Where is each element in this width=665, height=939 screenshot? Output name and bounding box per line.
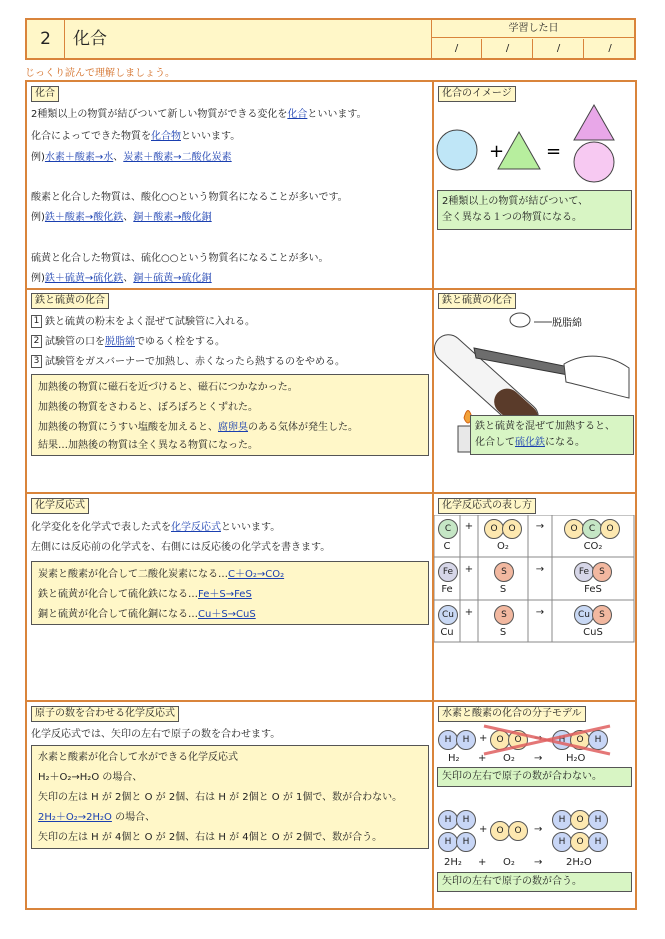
text-line: 化学反応式では、矢印の左右で原子の数を合わせます。 <box>31 729 281 740</box>
formula-label: → <box>534 857 543 868</box>
oxygen-atom: O <box>490 821 510 841</box>
row-divider <box>25 492 637 494</box>
text-line: 加熱後の物質に磁石を近づけると、磁石につかなかった。 <box>38 382 298 393</box>
text-line: 矢印の左は H が 4個と O が 2個、右は H が 4個と O が 2個で、数が合う。 <box>38 832 383 843</box>
copper-atom: Cu <box>438 605 458 625</box>
date-slot[interactable]: / <box>483 39 533 58</box>
formula-grid <box>434 515 635 643</box>
arrow-sign: → <box>535 607 545 618</box>
carbon-atom: C <box>438 519 458 539</box>
formula-label: S <box>499 584 507 595</box>
formula-box <box>31 561 429 625</box>
text-line: 2種類以上の物質が結びついて新しい物質ができる変化を化合といいます。 <box>31 109 367 120</box>
equals-sign: = <box>546 141 562 162</box>
formula-label: 2H₂ <box>444 857 462 868</box>
iron-atom: Fe <box>438 562 458 582</box>
experiment-illustration <box>434 308 634 492</box>
arrow-sign: → <box>535 521 545 532</box>
cotton-label: 脱脂綿 <box>552 318 582 329</box>
formula-label: O₂ <box>497 541 509 552</box>
plus-sign: + <box>464 607 474 618</box>
example-line: 例)水素＋酸素→水、炭素＋酸素→二酸化炭素 <box>31 152 232 163</box>
example-line: 例)鉄＋硫黄→硫化鉄、銅＋硫黄→硫化銅 <box>31 273 212 284</box>
step-item: 1 鉄と硫黄の粉末をよく混ぜて試験管に入れる。 <box>31 315 255 330</box>
section-title: 鉄と硫黄の化合 <box>438 293 516 309</box>
hydrogen-atom: H <box>588 730 608 750</box>
oxygen-atom: O <box>564 519 584 539</box>
formula-label: CO₂ <box>583 541 603 552</box>
sulfur-atom: S <box>494 562 514 582</box>
plus-sign: + <box>479 824 488 835</box>
column-divider <box>432 80 434 910</box>
formula-label: → <box>534 753 543 764</box>
date-slot[interactable]: / <box>534 39 584 58</box>
oxygen-atom: O <box>570 730 590 750</box>
oxygen-atom: O <box>484 519 504 539</box>
caption-box: 矢印の左右で原子の数が合わない。 <box>437 767 632 787</box>
circle-shape-icon <box>437 130 477 170</box>
cotton-plug-icon <box>510 313 530 327</box>
section-title: 原子の数を合わせる化学反応式 <box>31 706 179 722</box>
hydrogen-atom: H <box>438 810 458 830</box>
hydrogen-atom: H <box>552 832 572 852</box>
text-line: 2H₂＋O₂→2H₂O の場合、 <box>38 812 156 823</box>
plus-sign: + <box>464 521 474 532</box>
formula-label: 2H₂O <box>566 857 592 868</box>
formula-label: O₂ <box>503 857 515 868</box>
oxygen-atom: O <box>508 821 528 841</box>
caption-box <box>437 190 632 230</box>
hydrogen-atom: H <box>456 810 476 830</box>
text-line: 銅と硫黄が化合して硫化銅になる…Cu＋S→CuS <box>38 609 256 620</box>
section-title: 化学反応式 <box>31 498 89 514</box>
section-title: 水素と酸素の化合の分子モデル <box>438 706 586 722</box>
arrow-sign: → <box>535 564 545 575</box>
hydrogen-atom: H <box>552 810 572 830</box>
text-line: 化学変化を化学式で表した式を化学反応式といいます。 <box>31 522 281 533</box>
hydrogen-atom: H <box>456 730 476 750</box>
caption-box <box>470 415 634 455</box>
hydrogen-atom: H <box>552 730 572 750</box>
example-line: 例)鉄＋酸素→酸化鉄、銅＋酸素→酸化銅 <box>31 212 212 223</box>
text-line: 炭素と酸素が化合して二酸化炭素になる…C＋O₂→CO₂ <box>38 569 285 580</box>
section-title: 鉄と硫黄の化合 <box>31 293 109 309</box>
formula-label: CuS <box>583 627 603 638</box>
text-line: 水素と酸素が化合して水ができる化学反応式 <box>38 752 238 763</box>
triangle-shape-icon <box>574 105 614 140</box>
text-line: 化合によってできた物質を化合物といいます。 <box>31 131 241 142</box>
text-line: 加熱後の物質にうすい塩酸を加えると、腐卵臭のある気体が発生した。 <box>38 422 358 433</box>
sulfur-atom: S <box>592 605 612 625</box>
balance-box <box>31 745 429 849</box>
observation-box <box>31 374 429 456</box>
date-box <box>431 20 634 58</box>
date-slot[interactable]: / <box>432 39 482 58</box>
copper-atom: Cu <box>574 605 594 625</box>
oxygen-atom: O <box>570 810 590 830</box>
step-item: 3 試験管をガスバーナーで加熱し、赤くなったら熱するのをやめる。 <box>31 355 345 370</box>
section-title: 化学反応式の表し方 <box>438 498 536 514</box>
text-line: 左側には反応前の化学式を、右側には反応後の化学式を書きます。 <box>31 542 331 553</box>
section-title: 化合 <box>31 86 59 102</box>
oxygen-atom: O <box>570 832 590 852</box>
cross-mark-icon <box>482 722 612 758</box>
hydrogen-atom: H <box>438 730 458 750</box>
formula-label: FeS <box>584 584 602 595</box>
circle-shape-icon <box>574 142 614 182</box>
hydrogen-atom: H <box>456 832 476 852</box>
text-line: 加熱後の物質をさわると、ぼろぼろとくずれた。 <box>38 402 258 413</box>
plus-sign: + <box>479 733 488 744</box>
plus-sign: + <box>489 141 505 162</box>
caption-line: 鉄と硫黄を混ぜて加熱すると、 <box>475 421 615 432</box>
text-line: 結果…加熱後の物質は全く異なる物質になった。 <box>38 440 258 451</box>
arrow-sign: → <box>534 824 543 835</box>
hydrogen-atom: H <box>588 832 608 852</box>
row-divider <box>25 700 637 702</box>
text-line: 酸素と化合した物質は、酸化○○という物質名になることが多いです。 <box>31 192 348 203</box>
oxygen-atom: O <box>600 519 620 539</box>
section-number: 2 <box>27 20 65 58</box>
formula-label: H₂O <box>566 753 586 764</box>
iron-atom: Fe <box>574 562 594 582</box>
text-line: 鉄と硫黄が化合して硫化鉄になる…Fe＋S→FeS <box>38 589 252 600</box>
formula-label: C <box>443 541 451 552</box>
caption-box: 矢印の左右で原子の数が合う。 <box>437 872 632 892</box>
row-divider <box>25 288 637 290</box>
caption-line: 2種類以上の物質が結びついて、 <box>442 196 589 207</box>
formula-label: Fe <box>441 584 453 595</box>
hydrogen-atom: H <box>438 832 458 852</box>
formula-label: + <box>478 753 487 764</box>
hand-icon <box>564 356 629 398</box>
step-item: 2 試験管の口を脱脂綿でゆるく栓をする。 <box>31 335 225 350</box>
date-label: 学習した日 <box>432 20 635 38</box>
plus-sign: + <box>464 564 474 575</box>
formula-label: H₂ <box>448 753 460 764</box>
date-slot[interactable]: / <box>608 43 612 54</box>
formula-label: S <box>499 627 507 638</box>
formula-label: + <box>478 857 487 868</box>
text-line: 矢印の左は H が 2個と O が 2個、右は H が 2個と O が 1個で、数が合わない。 <box>38 792 403 803</box>
oxygen-atom: O <box>490 730 510 750</box>
sulfur-atom: S <box>494 605 514 625</box>
compound-image <box>434 102 634 184</box>
instruction: じっくり読んで理解しましょう。 <box>25 68 175 79</box>
triangle-shape-icon <box>498 132 540 169</box>
text-line: 硫黄と化合した物質は、硫化○○という物質名になることが多い。 <box>31 253 329 264</box>
sulfur-atom: S <box>592 562 612 582</box>
page-title: 化合 <box>73 29 107 49</box>
title-header <box>25 18 636 60</box>
hydrogen-atom: H <box>588 810 608 830</box>
formula-label: Cu <box>440 627 454 638</box>
carbon-atom: C <box>582 519 602 539</box>
section-title: 化合のイメージ <box>438 86 516 102</box>
caption-line: 化合して硫化鉄になる。 <box>475 437 585 448</box>
formula-label: O₂ <box>503 753 515 764</box>
oxygen-atom: O <box>508 730 528 750</box>
text-line: H₂＋O₂→H₂O の場合、 <box>38 772 143 783</box>
caption-line: 全く異なる１つの物質になる。 <box>442 212 582 223</box>
oxygen-atom: O <box>502 519 522 539</box>
